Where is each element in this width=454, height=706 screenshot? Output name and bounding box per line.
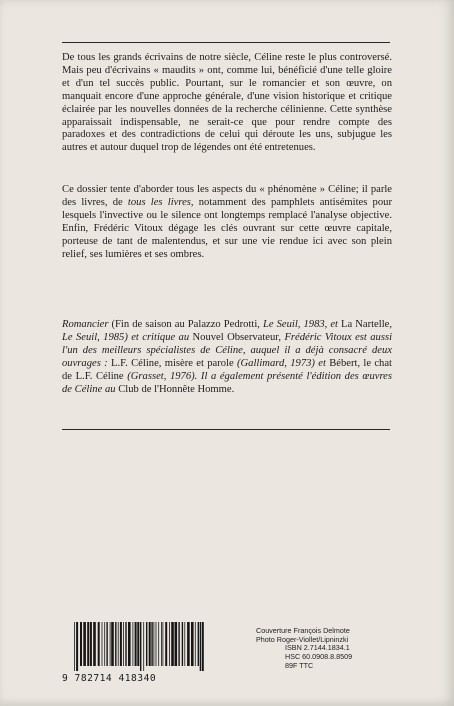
barcode-bar: [106, 622, 107, 666]
barcode-bar: [111, 622, 114, 666]
top-rule: [62, 42, 390, 43]
barcode-bar: [98, 622, 100, 666]
cover-credits: [256, 626, 396, 644]
barcode-bar: [104, 622, 105, 666]
barcode: [60, 614, 212, 686]
blurb-paragraph-2-end: , notamment des pamphlets antisémites pour lesquels l'invective ou le silence ont longtemps remplacé l'analyse objective. Enfin, Frédéric Vitoux dégage les clés ouvrant sur cette œuvre capitale, porteuse de tant de malentendus, et sur une vie rendue ici avec son plein relief, ses lumières et ses ombres.: [62, 196, 392, 260]
barcode-bar: [198, 622, 199, 666]
barcode-bar: [169, 622, 170, 666]
hsc-code: HSC 60.0908.8.8509: [285, 652, 353, 661]
blurb-paragraph-1: De tous les grands écrivains de notre siècle, Céline reste le plus controversé. Mais peu d'écrivains « maudits » ont, comme lui, bénéficié d'une telle gloire et d'un tel succès public. Pourtant, sur le romancier et son œuvre, on manquait encore d'une approche générale, d'une vision historique et critique éclairée par les nouvelles données de la recherche célinienne. Cette synthèse apparaissait indispensable, ne serait-ce que pour rendre compte des paradoxes et des contradictions de celui qui déroute les uns, subjugue les autres et autour duquel trop de légendes ont été entretenues.: [62, 52, 392, 154]
barcode-bar: [156, 622, 157, 666]
barcode-bar: [120, 622, 122, 666]
barcode-bar: [158, 622, 159, 666]
barcode-bar: [154, 622, 155, 666]
blurb-paragraph-2: [62, 184, 392, 261]
cover-design-credit: Couverture François Delmote: [256, 626, 350, 635]
barcode-bar: [146, 622, 147, 666]
barcode-bar: [202, 622, 204, 671]
author-bio-run: Romancier: [62, 319, 109, 330]
blurb-paragraph-2-start: Ce dossier tente d'aborder tous les aspects du « phénomène » Céline; il parle des livres, de: [62, 184, 392, 208]
barcode-bar: [74, 622, 75, 671]
barcode-bar: [90, 622, 92, 666]
barcode-bar: [182, 622, 183, 666]
photo-credit: Photo Roger-Viollet/Lipninzki: [256, 635, 349, 644]
barcode-bar: [93, 622, 96, 666]
author-bio-run: Le Seuil, 1983, et: [262, 319, 338, 330]
author-bio: [62, 319, 392, 396]
author-bio-run: (Fin de saison au Palazzo Pedrotti,: [108, 319, 263, 330]
author-bio-run: Bébert, le chat de L.F. Céline: [62, 357, 393, 382]
price-code: 89F TTC: [285, 661, 314, 670]
barcode-bar: [137, 622, 139, 666]
author-bio-run: Club de l'Honnête Homme.: [115, 383, 235, 395]
barcode-bar: [184, 622, 185, 666]
author-bio-run: Frédéric Vitoux est aussi l'un des meilleurs spécialistes de Céline, auquel il a déjà consacré deux ouvrages :: [62, 331, 393, 369]
bottom-rule: [62, 429, 390, 430]
author-bio-run: Nouvel Observateur,: [189, 331, 285, 343]
author-bio-run: La Nartelle,: [337, 319, 392, 330]
barcode-number: 9 782714 418340: [62, 673, 157, 684]
barcode-bar: [175, 622, 178, 666]
author-bio-run: (Gallimard, 1973) et: [237, 357, 326, 369]
barcode-bar: [149, 622, 151, 666]
isbn: ISBN 2.7144.1834.1: [285, 643, 350, 652]
barcode-bar: [171, 622, 174, 666]
author-bio-run: L.F. Céline, misère et parole: [107, 357, 237, 369]
barcode-bars: [74, 622, 204, 671]
barcode-bar: [83, 622, 86, 666]
barcode-bar: [140, 622, 141, 671]
author-bio-run: (Grasset, 1976). Il a également présenté l'édition des œuvres de Céline au: [62, 370, 392, 395]
isbn-block: [285, 643, 405, 670]
barcode-bar: [135, 622, 137, 666]
barcode-bar: [143, 622, 144, 671]
barcode-bar: [200, 622, 201, 671]
barcode-bar: [133, 622, 134, 666]
barcode-bar: [195, 622, 196, 666]
barcode-bar: [128, 622, 131, 666]
barcode-bar: [110, 622, 111, 666]
barcode-bar: [191, 622, 194, 666]
author-bio-run: Le Seuil, 1985) et critique au: [62, 331, 190, 343]
barcode-bar: [151, 622, 152, 666]
barcode-bar: [125, 622, 126, 666]
barcode-bar: [80, 622, 82, 666]
barcode-bar: [165, 622, 167, 666]
barcode-bar: [178, 622, 179, 666]
barcode-bar: [118, 622, 119, 666]
barcode-bar: [163, 622, 164, 666]
barcode-bar: [123, 622, 124, 666]
barcode-bar: [76, 622, 78, 671]
barcode-bar: [161, 622, 162, 666]
barcode-bar: [115, 622, 116, 666]
blurb-paragraph-2-emphasis: tous les livres: [127, 196, 191, 208]
barcode-bar: [187, 622, 190, 666]
barcode-bar: [102, 622, 103, 666]
barcode-bar: [87, 622, 89, 666]
